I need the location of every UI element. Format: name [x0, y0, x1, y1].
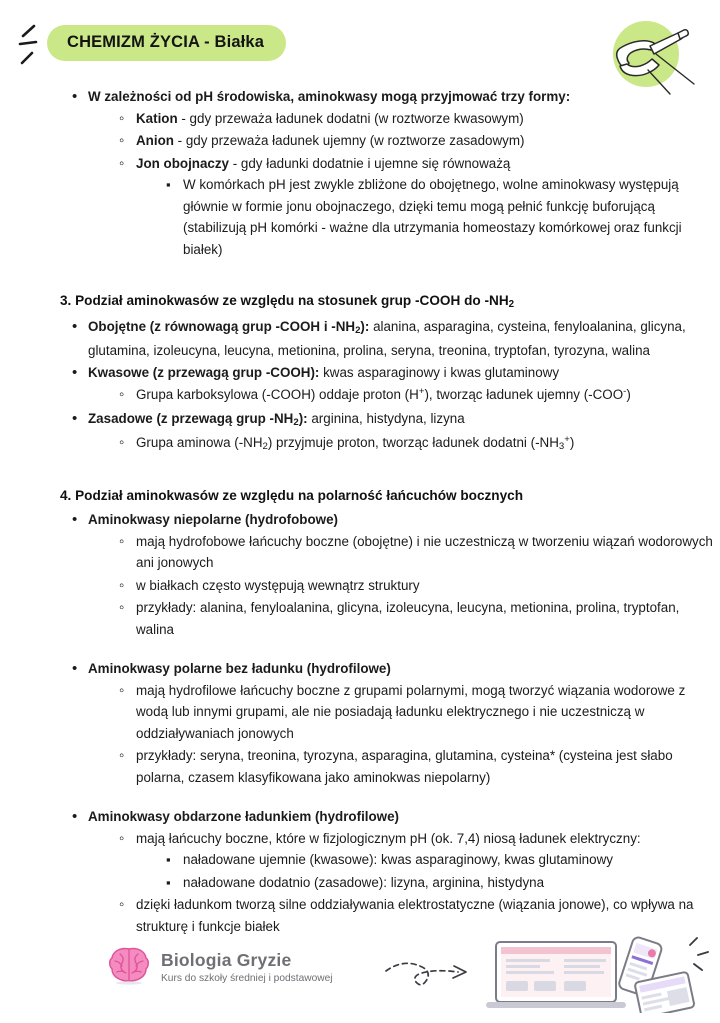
polar-point: mają hydrofilowe łańcuchy boczne z grupami polarnymi, mogą tworzyć wiązania wodorowe z wodą lub innymi grupami, ale nie posiadają ładunku elektrycznego i nie uczestniczą w oddziaływaniach jonowych [136, 682, 686, 741]
section-4-heading: 4. Podział aminokwasów ze względu na polarność łańcuchów bocznych [60, 488, 524, 503]
spacer [0, 641, 720, 658]
bullet-disc-icon [72, 316, 88, 338]
bullet-circle-icon [119, 531, 135, 553]
hand-writing-icon [594, 18, 712, 96]
bullet-square-icon [166, 174, 182, 196]
list-item [72, 316, 720, 361]
polar-title: Aminokwasy polarne bez ładunku (hydrofilowe) [88, 661, 391, 676]
bullet-circle-icon [119, 432, 135, 454]
acidic-note-sup: + [418, 386, 425, 398]
bullet-circle-icon [119, 828, 135, 850]
charged-negative: naładowane ujemnie (kwasowe): kwas asparaginowy, kwas glutaminowy [183, 852, 613, 867]
anion-desc: - gdy przeważa ładunek ujemny (w roztworze zasadowym) [173, 133, 525, 148]
basic-note-sub2: 3 [558, 440, 565, 452]
bullet-circle-icon [119, 745, 135, 767]
list-item [72, 408, 720, 455]
polar-examples: przykłady: seryna, treonina, tyrozyna, asparagina, glutamina, cysteina* (cysteina jest słabo polarna, czasem klasyfikowana jako aminokwas niepolarny) [136, 748, 673, 785]
acidic-label: Kwasowe (z przewagą grup -COOH): [88, 365, 320, 380]
note-content [0, 86, 720, 938]
page-footer [0, 935, 720, 1015]
list-item [119, 531, 720, 574]
list-item [72, 509, 720, 640]
charged-positive: naładowane dodatnio (zasadowe): lizyna, arginina, histydyna [183, 874, 545, 890]
page-title: CHEMIZM ŻYCIA - Białka [47, 25, 286, 61]
acidic-sublist [88, 384, 720, 408]
acidic-note-b: ), tworząc ładunek ujemny (-COO [424, 386, 624, 402]
brand-name: Biologia Gryzie [161, 949, 292, 970]
page-header [0, 0, 720, 86]
bullet-circle-icon [119, 680, 135, 702]
curly-arrow-icon [382, 947, 487, 1003]
neutral-label-a: Obojętne (z równowagą grup -COOH i -NH [88, 319, 356, 334]
list-item [119, 828, 720, 894]
nonpolar-title: Aminokwasy niepolarne (hydrofobowe) [88, 512, 338, 527]
jon-obojnaczy-label: Jon obojnaczy [136, 155, 230, 171]
ph-forms-intro: W zależności od pH środowiska, aminokwasy mogą przyjmować trzy formy: [88, 89, 571, 104]
bullet-disc-icon [72, 509, 88, 531]
ph-forms-sublist [88, 108, 720, 261]
acidic-note-sup2: - [623, 386, 627, 398]
nonpolar-point: mają hydrofobowe łańcuchy boczne (obojętne) i nie uczestniczą w tworzeniu wiązań wodorowych ani jonowych [136, 533, 713, 570]
list-item [119, 432, 720, 456]
basic-note-a: Grupa aminowa (-NH [136, 434, 263, 450]
bullet-circle-icon [119, 108, 135, 130]
list-item [119, 894, 720, 937]
list-item [166, 849, 720, 871]
nonpolar-points [88, 531, 720, 641]
basic-label-a: Zasadowe (z przewagą grup -NH [88, 411, 294, 426]
spacer [0, 789, 720, 806]
bullet-disc-icon [72, 658, 88, 680]
charged-title: Aminokwasy obdarzone ładunkiem (hydrofilowe) [88, 809, 400, 824]
bullet-circle-icon [119, 153, 135, 175]
bullet-square-icon [166, 849, 182, 871]
anion-label: Anion [136, 133, 174, 148]
section-3-heading [0, 291, 720, 313]
kation-label: Kation [136, 110, 178, 126]
basic-list: arginina, histydyna, lizyna [307, 411, 465, 426]
bullet-circle-icon [119, 597, 135, 619]
bullet-circle-icon [119, 894, 135, 916]
section-3 [0, 291, 720, 455]
list-item [119, 745, 720, 788]
list-item [119, 597, 720, 640]
acidic-list: kwas asparaginowy i kwas glutaminowy [319, 365, 560, 380]
section-4 [0, 486, 720, 937]
list-item [72, 806, 720, 937]
bullet-disc-icon [72, 806, 88, 828]
jon-obojnaczy-desc: - gdy ładunki dodatnie i ujemne się równoważą [229, 155, 511, 171]
section-3-list [0, 316, 720, 455]
brand-subtitle: Kurs do szkoły średniej i podstawowej [161, 972, 333, 984]
section-3-heading-text: 3. Podział aminokwasów ze względu na stosunek grup -COOH do -NH [60, 293, 509, 308]
list-item [166, 872, 720, 894]
brain-icon [108, 945, 150, 990]
bullet-disc-icon [72, 362, 88, 384]
section-ph-forms [0, 86, 720, 260]
list-item [72, 362, 720, 407]
basic-note-b: ) przyjmuje proton, tworząc ładunek dodatni (-NH [267, 434, 559, 450]
charged-closing: dzięki ładunkom tworzą silne oddziaływania elektrostatyczne (wiązania jonowe), co wpływa na strukturę i funkcje białek [136, 897, 694, 934]
polar-points [88, 680, 720, 789]
list-item [166, 174, 720, 260]
devices-illustration [478, 935, 716, 1013]
list-item [72, 658, 720, 788]
section-4-list [0, 509, 720, 937]
bullet-circle-icon [119, 575, 135, 597]
charged-points [88, 828, 720, 938]
list-item [119, 153, 720, 261]
acidic-note-c: ) [626, 386, 631, 402]
ph-forms-list [0, 86, 720, 260]
neutral-label-sub: 2 [355, 325, 361, 337]
basic-note-sup: + [564, 434, 570, 446]
bullet-square-icon [166, 872, 182, 894]
nonpolar-examples: przykłady: alanina, fenyloalanina, glicyna, izoleucyna, leucyna, metionina, prolina, tryptofan, walina [136, 600, 680, 637]
bullet-disc-icon [72, 86, 88, 108]
basic-note-sub: 2 [262, 440, 268, 452]
bullet-circle-icon [119, 130, 135, 152]
sparkle-icon [12, 22, 52, 68]
spacer [0, 456, 720, 486]
basic-label-b: ): [298, 411, 308, 426]
basic-note-c: ) [569, 434, 575, 450]
list-item [119, 384, 720, 408]
list-item [119, 108, 720, 130]
list-item [119, 680, 720, 745]
basic-sublist [88, 432, 720, 456]
bullet-circle-icon [119, 384, 135, 406]
acidic-note-a: Grupa karboksylowa (-COOH) oddaje proton (H [136, 386, 419, 402]
section-3-heading-sub: 2 [508, 299, 515, 311]
list-item [119, 130, 720, 152]
basic-label-sub: 2 [293, 417, 299, 429]
ph-forms-note-list [136, 174, 720, 260]
bullet-disc-icon [72, 408, 88, 430]
neutral-list: alanina, asparagina, cysteina, fenyloalanina, glicyna, glutamina, izoleucyna, leucyna, metionina, prolina, seryna, treonina, tryptofan, tyrozyna, walina [88, 319, 686, 358]
ph-forms-note: W komórkach pH jest zwykle zbliżone do obojętnego, wolne aminokwasy występują głównie w formie jonu obojnaczego, dzięki temu mogą pełnić funkcję buforującą (stabilizują pH komórki - ważne dla utrzymania homeostazy komórkowej oraz funkcji białek) [183, 177, 682, 257]
neutral-label-b: ): [360, 319, 370, 334]
brand-logo [108, 945, 333, 990]
spacer [0, 261, 720, 291]
charged-intro: mają łańcuchy boczne, które w fizjologicznym pH (ok. 7,4) niosą ładunek elektryczny: [136, 830, 641, 846]
list-item [119, 575, 720, 597]
nonpolar-point: w białkach często występują wewnątrz struktury [136, 577, 420, 593]
kation-desc: - gdy przeważa ładunek dodatni (w roztworze kwasowym) [177, 110, 524, 126]
charged-subpoints [136, 849, 720, 893]
list-item [72, 86, 720, 260]
